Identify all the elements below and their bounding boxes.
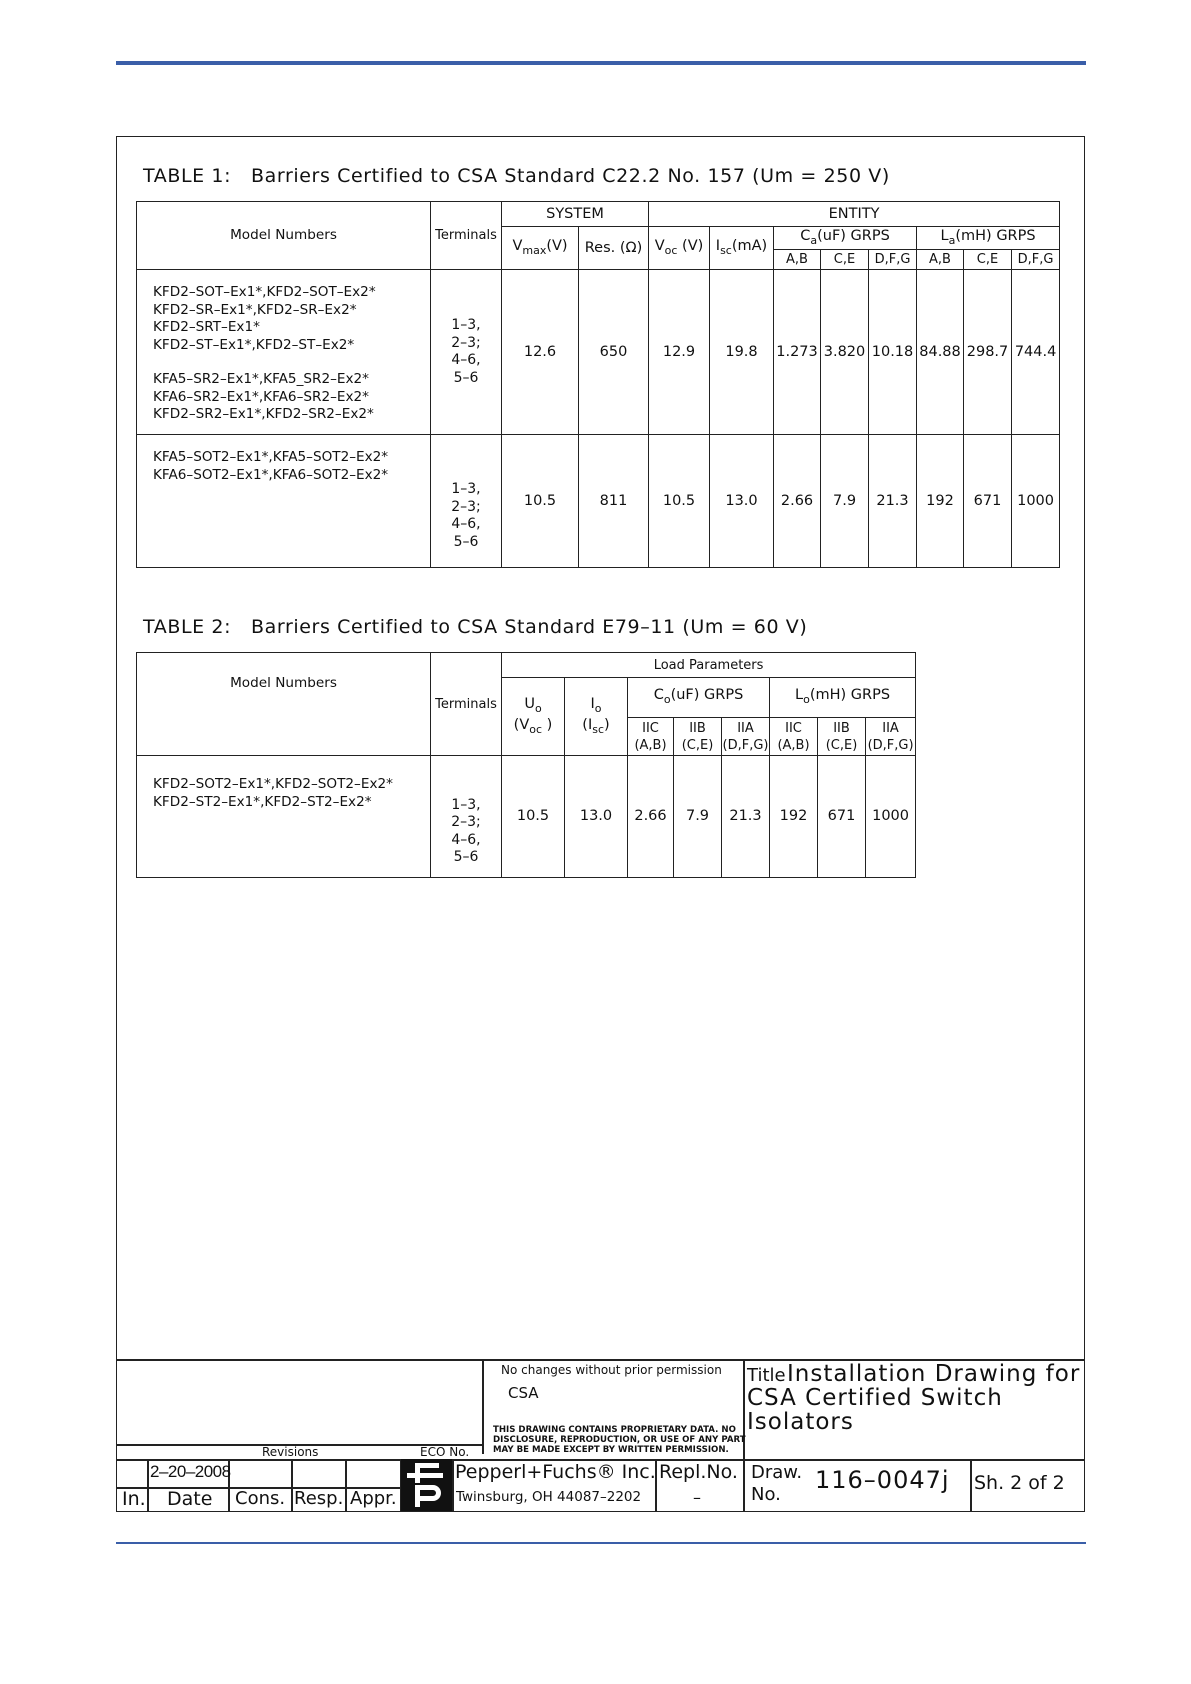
io-header: $I_o$ $(I_{sc})$ <box>565 678 628 756</box>
repl-label: Repl.No. <box>659 1461 738 1483</box>
group-header: A,B <box>917 250 964 270</box>
uo-cell: 10.5 <box>502 756 565 878</box>
group-header: IIA (D,F,G) <box>722 718 770 756</box>
ca-cell: 1.273 <box>774 270 821 435</box>
voc-cell: 10.5 <box>649 435 710 568</box>
lo-cell: 1000 <box>866 756 916 878</box>
table1-title: TABLE 1: Barriers Certified to CSA Standard C22.2 No. 157 (Um = 250 V) <box>143 165 890 187</box>
col-cons: Cons. <box>235 1488 286 1509</box>
bottom-rule <box>116 1542 1086 1544</box>
table-row <box>137 270 1060 435</box>
lo-cell: 671 <box>818 756 866 878</box>
co-cell: 21.3 <box>722 756 770 878</box>
co-header: $C_o(uF)$ GRPS <box>628 678 770 718</box>
divider <box>345 1459 347 1511</box>
col-in: In. <box>122 1488 146 1510</box>
ca-cell: 3.820 <box>821 270 869 435</box>
col-resp: Resp. <box>294 1488 344 1509</box>
table2 <box>136 652 916 878</box>
voc-header: $V_{oc}$ (V) <box>649 227 710 270</box>
la-cell: 192 <box>917 435 964 568</box>
co-cell: 2.66 <box>628 756 674 878</box>
res-cell: 811 <box>579 435 649 568</box>
model-list <box>137 435 431 568</box>
proprietary-note: THIS DRAWING CONTAINS PROPRIETARY DATA. NO DISCLOSURE, REPRODUCTION, OR USE OF ANY PART MAY BE MADE EXCEPT BY WRITTEN PERMISSION. <box>493 1425 746 1455</box>
draw-no-label: Draw. No. <box>751 1462 803 1505</box>
drawing-number: 116–0047j <box>815 1466 950 1494</box>
isc-header: $I_{sc}(mA)$ <box>710 227 774 270</box>
terminals-header: Terminals <box>431 202 502 270</box>
voc-cell: 12.9 <box>649 270 710 435</box>
repl-value: – <box>693 1488 701 1507</box>
terminals-cell: 1–3, 2–3; 4–6, 5–6 <box>431 435 502 568</box>
io-cell: 13.0 <box>565 756 628 878</box>
model-group: KFA5–SR2–Ex1*,KFA5_SR2–Ex2* KFA6–SR2–Ex1*,KFA6–SR2–Ex2* KFD2–SR2–Ex1*,KFD2–SR2–Ex2* <box>153 371 374 422</box>
group-header: D,F,G <box>869 250 917 270</box>
la-header: $L_a(mH)$ GRPS <box>917 227 1060 250</box>
res-cell: 650 <box>579 270 649 435</box>
model-group: KFD2–SOT–Ex1*,KFD2–SOT–Ex2* KFD2–SR–Ex1*,KFD2–SR–Ex2* KFD2–SRT–Ex1* KFD2–ST–Ex1*,KFD2–ST–Ex2* <box>153 284 376 353</box>
no-changes-note: No changes without prior permission <box>501 1363 722 1377</box>
ca-cell: 21.3 <box>869 435 917 568</box>
group-header: C,E <box>964 250 1012 270</box>
vmax-header: $V_{max}(V)$ <box>502 227 579 270</box>
isc-cell: 19.8 <box>710 270 774 435</box>
drawing-title: Installation Drawing for CSA Certified Switch Isolators <box>747 1361 1081 1435</box>
table-row <box>137 756 916 878</box>
top-rule <box>116 61 1086 65</box>
sheet-number: Sh. 2 of 2 <box>974 1472 1065 1494</box>
vmax-cell: 10.5 <box>502 435 579 568</box>
la-cell: 744.4 <box>1012 270 1060 435</box>
col-appr: Appr. <box>350 1488 397 1509</box>
divider <box>291 1459 293 1511</box>
title-label: Title <box>747 1365 786 1386</box>
divider <box>482 1359 484 1454</box>
uo-header: $U_o$ ($V_{oc}$ ) <box>502 678 565 756</box>
divider <box>452 1459 454 1511</box>
terminals-cell: 1–3, 2–3; 4–6, 5–6 <box>431 270 502 435</box>
ca-cell: 2.66 <box>774 435 821 568</box>
res-header: Res. (Ω) <box>579 227 649 270</box>
logo-mark <box>401 1459 452 1511</box>
lo-header: $L_o(mH)$ GRPS <box>770 678 916 718</box>
eco-no-label: ECO No. <box>420 1445 470 1459</box>
table1 <box>136 201 1060 568</box>
load-parameters-header: Load Parameters <box>502 653 916 678</box>
group-header: IIB (C,E) <box>674 718 722 756</box>
table-row <box>137 435 1060 568</box>
group-header: D,F,G <box>1012 250 1060 270</box>
la-cell: 671 <box>964 435 1012 568</box>
model-list <box>137 270 431 435</box>
isc-cell: 13.0 <box>710 435 774 568</box>
model-list: KFD2–SOT2–Ex1*,KFD2–SOT2–Ex2* KFD2–ST2–Ex1*,KFD2–ST2–Ex2* <box>137 756 431 878</box>
revision-date: 2–20–2008 <box>150 1462 231 1481</box>
vmax-cell: 12.6 <box>502 270 579 435</box>
model-numbers-header: Model Numbers <box>137 653 431 756</box>
group-header: IIA (D,F,G) <box>866 718 916 756</box>
pepperl-fuchs-logo <box>401 1459 452 1511</box>
terminals-cell: 1–3, 2–3; 4–6, 5–6 <box>431 756 502 878</box>
model-group: KFA5–SOT2–Ex1*,KFA5–SOT2–Ex2* KFA6–SOT2–Ex1*,KFA6–SOT2–Ex2* <box>153 449 389 483</box>
group-header: IIC (A,B) <box>770 718 818 756</box>
company-name: Pepperl+Fuchs® Inc. <box>455 1461 656 1483</box>
company-address: Twinsburg, OH 44087–2202 <box>456 1489 642 1505</box>
la-cell: 1000 <box>1012 435 1060 568</box>
model-numbers-header: Model Numbers <box>137 202 431 270</box>
la-cell: 298.7 <box>964 270 1012 435</box>
ca-header: $C_a(uF)$ GRPS <box>774 227 917 250</box>
divider <box>147 1459 149 1511</box>
lo-cell: 192 <box>770 756 818 878</box>
co-cell: 7.9 <box>674 756 722 878</box>
group-header: C,E <box>821 250 869 270</box>
table2-title: TABLE 2: Barriers Certified to CSA Standard E79–11 (Um = 60 V) <box>143 616 808 638</box>
ca-cell: 7.9 <box>821 435 869 568</box>
system-header: SYSTEM <box>502 202 649 227</box>
csa-label: CSA <box>508 1384 539 1402</box>
entity-header: ENTITY <box>649 202 1060 227</box>
ca-cell: 10.18 <box>869 270 917 435</box>
revisions-label: Revisions <box>262 1445 319 1459</box>
col-date: Date <box>167 1488 213 1510</box>
la-cell: 84.88 <box>917 270 964 435</box>
group-header: IIB (C,E) <box>818 718 866 756</box>
divider <box>970 1459 972 1511</box>
group-header: IIC (A,B) <box>628 718 674 756</box>
terminals-header: Terminals <box>431 653 502 756</box>
group-header: A,B <box>774 250 821 270</box>
